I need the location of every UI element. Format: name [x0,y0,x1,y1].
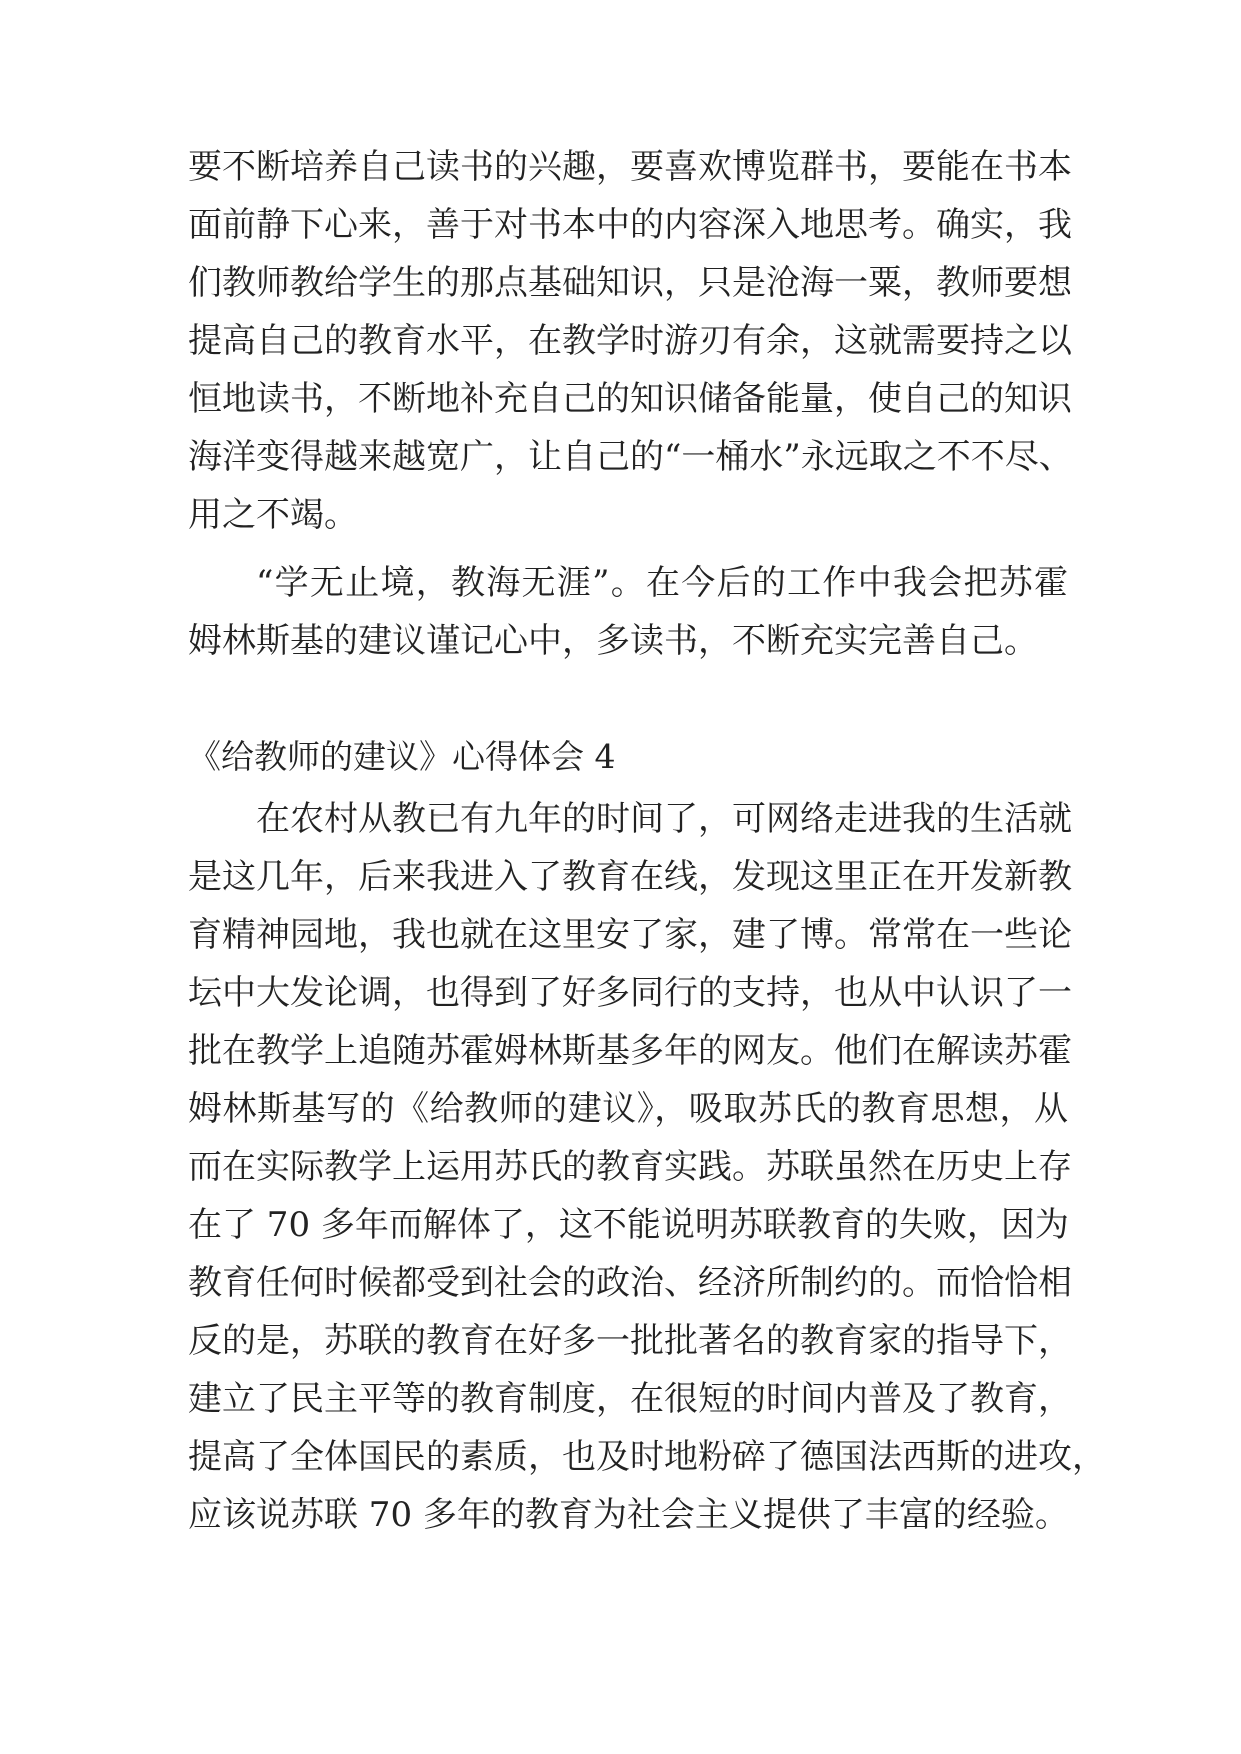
paragraph-line: 而在实际教学上运用苏氏的教育实践。苏联虽然在历史上存 [188,1147,1072,1187]
paragraph-line: 要不断培养自己读书的兴趣，要喜欢博览群书，要能在书本 [188,147,1072,187]
paragraph-line: 教育任何时候都受到社会的政治、经济所制约的。而恰恰相 [188,1263,1072,1303]
paragraph-line: “学无止境，教海无涯”。在今后的工作中我会把苏霍 [256,563,1068,603]
paragraph-line: 们教师教给学生的那点基础知识，只是沧海一粟，教师要想 [188,263,1072,303]
paragraph-line: 建立了民主平等的教育制度，在很短的时间内普及了教育， [188,1379,1072,1419]
paragraph-line: 育精神园地，我也就在这里安了家，建了博。常常在一些论 [188,915,1072,955]
paragraph-line: 是这几年，后来我进入了教育在线，发现这里正在开发新教 [188,857,1072,897]
paragraph-line: 恒地读书，不断地补充自己的知识储备能量，使自己的知识 [188,379,1072,419]
paragraph-line: 姆林斯基的建议谨记心中，多读书，不断充实完善自己。 [188,621,1038,661]
paragraph-line: 在了 70 多年而解体了，这不能说明苏联教育的失败，因为 [188,1205,1069,1245]
paragraph-line: 用之不竭。 [188,495,358,535]
paragraph-line: 在农村从教已有九年的时间了，可网络走进我的生活就 [256,799,1072,839]
section-heading: 《给教师的建议》心得体会 4 [188,737,616,776]
paragraph-line: 坛中大发论调，也得到了好多同行的支持，也从中认识了一 [188,973,1072,1013]
paragraph-line: 海洋变得越来越宽广，让自己的“一桶水”永远取之不不尽、 [188,437,1073,477]
paragraph-line: 面前静下心来，善于对书本中的内容深入地思考。确实，我 [188,205,1072,245]
paragraph-line: 提高自己的教育水平，在教学时游刃有余，这就需要持之以 [188,321,1072,361]
paragraph-line: 反的是，苏联的教育在好多一批批著名的教育家的指导下， [188,1321,1072,1361]
paragraph-line: 姆林斯基写的《给教师的建议》，吸取苏氏的教育思想，从 [188,1089,1068,1129]
paragraph-line: 批在教学上追随苏霍姆林斯基多年的网友。他们在解读苏霍 [188,1031,1072,1071]
paragraph-line: 提高了全体国民的素质，也及时地粉碎了德国法西斯的进攻， [188,1437,1106,1477]
paragraph-line: 应该说苏联 70 多年的教育为社会主义提供了丰富的经验。 [188,1495,1069,1535]
